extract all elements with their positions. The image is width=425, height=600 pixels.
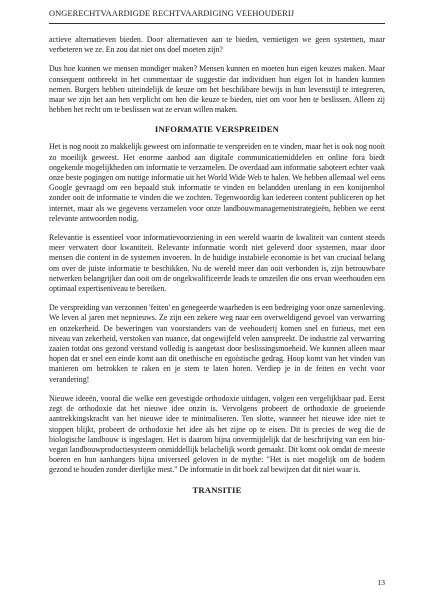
paragraph: actieve alternatieven bieden. Door alternatieven aan te bieden, vernietigen we geen systemen, maar verbeteren we ze. En zou dat niet ons doel moeten zijn? [49, 35, 385, 55]
section-heading: INFORMATIE VERSPREIDEN [154, 124, 280, 135]
page-number: 13 [377, 578, 385, 587]
paragraph: Het is nog nooit zo makkelijk geweest om informatie te verspreiden en te vinden, maar het is ook nog nooit zo moeilijk geweest. Het enorme aanbod aan digitale communicatiemiddelen en online fora biedt ongekende mogelijkheden om informatie te verzamelen. De overdaad aan informatie saboteert echter vaak onze beste pogingen om nuttige informatie uit het World Wide Web te halen. We hebben allemaal wel eens Google gevraagd om een bepaald stuk informatie te vinden en belandden urenlang in een konijnenhol zonder ooit de informatie te vinden die we zochten. Tegenwoordig kan iedereen content publiceren op het internet, maar als we gegevens verzamelen voor onze landbouwmanagementstrategieën, hebben we eerst relevante antwoorden nodig. [49, 142, 385, 223]
paragraph: Relevantie is essentieel voor informatievoorziening in een wereld waarin de kwaliteit van content steeds meer verwatert door kwantiteit. Relevante informatie wordt niet geleverd door systemen, maar door mensen die content in de systemen invoeren. In de huidige instabiele economie is het van cruciaal belang om over de juiste informatie te beschikken. Nu de wereld meer dan ooit verbonden is, zijn betrouwbare netwerken belangrijker dan ooit om de ongekwalificeerde leads te omzeilen die ons ervan weerhouden een optimaal expertiseniveau te bereiken. [49, 233, 385, 294]
running-header: ONGERECHTVAARDIGDE RECHTVAARDIGING VEEHOUDERIJ [49, 0, 385, 24]
section-heading: TRANSITIE [192, 484, 242, 495]
paragraph: Dus hoe kunnen we mensen mondiger maken? Mensen kunnen en moeten hun eigen keuzes maken. Maar consequent ontbreekt in het commentaar de suggestie dat individuen hun eigen lot in handen kunnen nemen. Burgers hebben uiteindelijk de keuze om het beschikbare bewijs in hun levensstijl te integreren, maar we zijn het aan hen verplicht om hen die keuze te bieden, niet om voor hen te beslissen. Alleen zij hebben het recht om te beslissen wat ze ervan willen maken. [49, 64, 385, 115]
paragraph: Nieuwe ideeën, vooral die welke een gevestigde orthodoxie uitdagen, volgen een vergelijkbaar pad. Eerst zegt de orthodoxie dat het nieuwe idee onzin is. Vervolgens probeert de orthodoxie de groeiende aantrekkingskracht van het nieuwe idee te minimaliseren. Ten slotte, wanneer het nieuwe idee niet te stoppen blijkt, probeert de orthodoxie het idee als het zijne op te eisen. Dit is precies de weg die de biologische landbouw is ingeslagen. Het is daarom bijna onvermijdelijk dat de beschrijving van een bio-vegan landbouwproductiesysteem onmiddellijk belachelijk wordt gemaakt. Dit komt ook omdat de meeste boeren en hun aanhangers bijna universeel geloven in de mythe: "Het is niet mogelijk om de bodem gezond te houden zonder dierlijke mest." De informatie in dit boek zal bewijzen dat dit niet waar is. [49, 393, 385, 475]
paragraph: De verspreiding van verzonnen 'feiten' en genegeerde waarheden is een bedreiging voor onze samenleving. We leven al jaren met nepnieuws. Ze zijn een zekere weg naar een overweldigend gevoel van verwarring en onzekerheid. De beweringen van voorstanders van de veehouderij komen snel en furieus, met een niveau van zekerheid, verstoken van nuance, dat ongewijfeld velen aanspreekt. De industrie zal verwarring zaaien totdat ons gezond verstand volledig is aangetast door beslissingsmoeheid. We kunnen alleen maar hopen dat er snel een einde komt aan dit onethische en egoïstische gedrag. Hoop komt van het vinden van manieren om betrokken te raken en je stem te laten horen. Verdiep je in de feiten en vecht voor verandering! [49, 303, 385, 384]
